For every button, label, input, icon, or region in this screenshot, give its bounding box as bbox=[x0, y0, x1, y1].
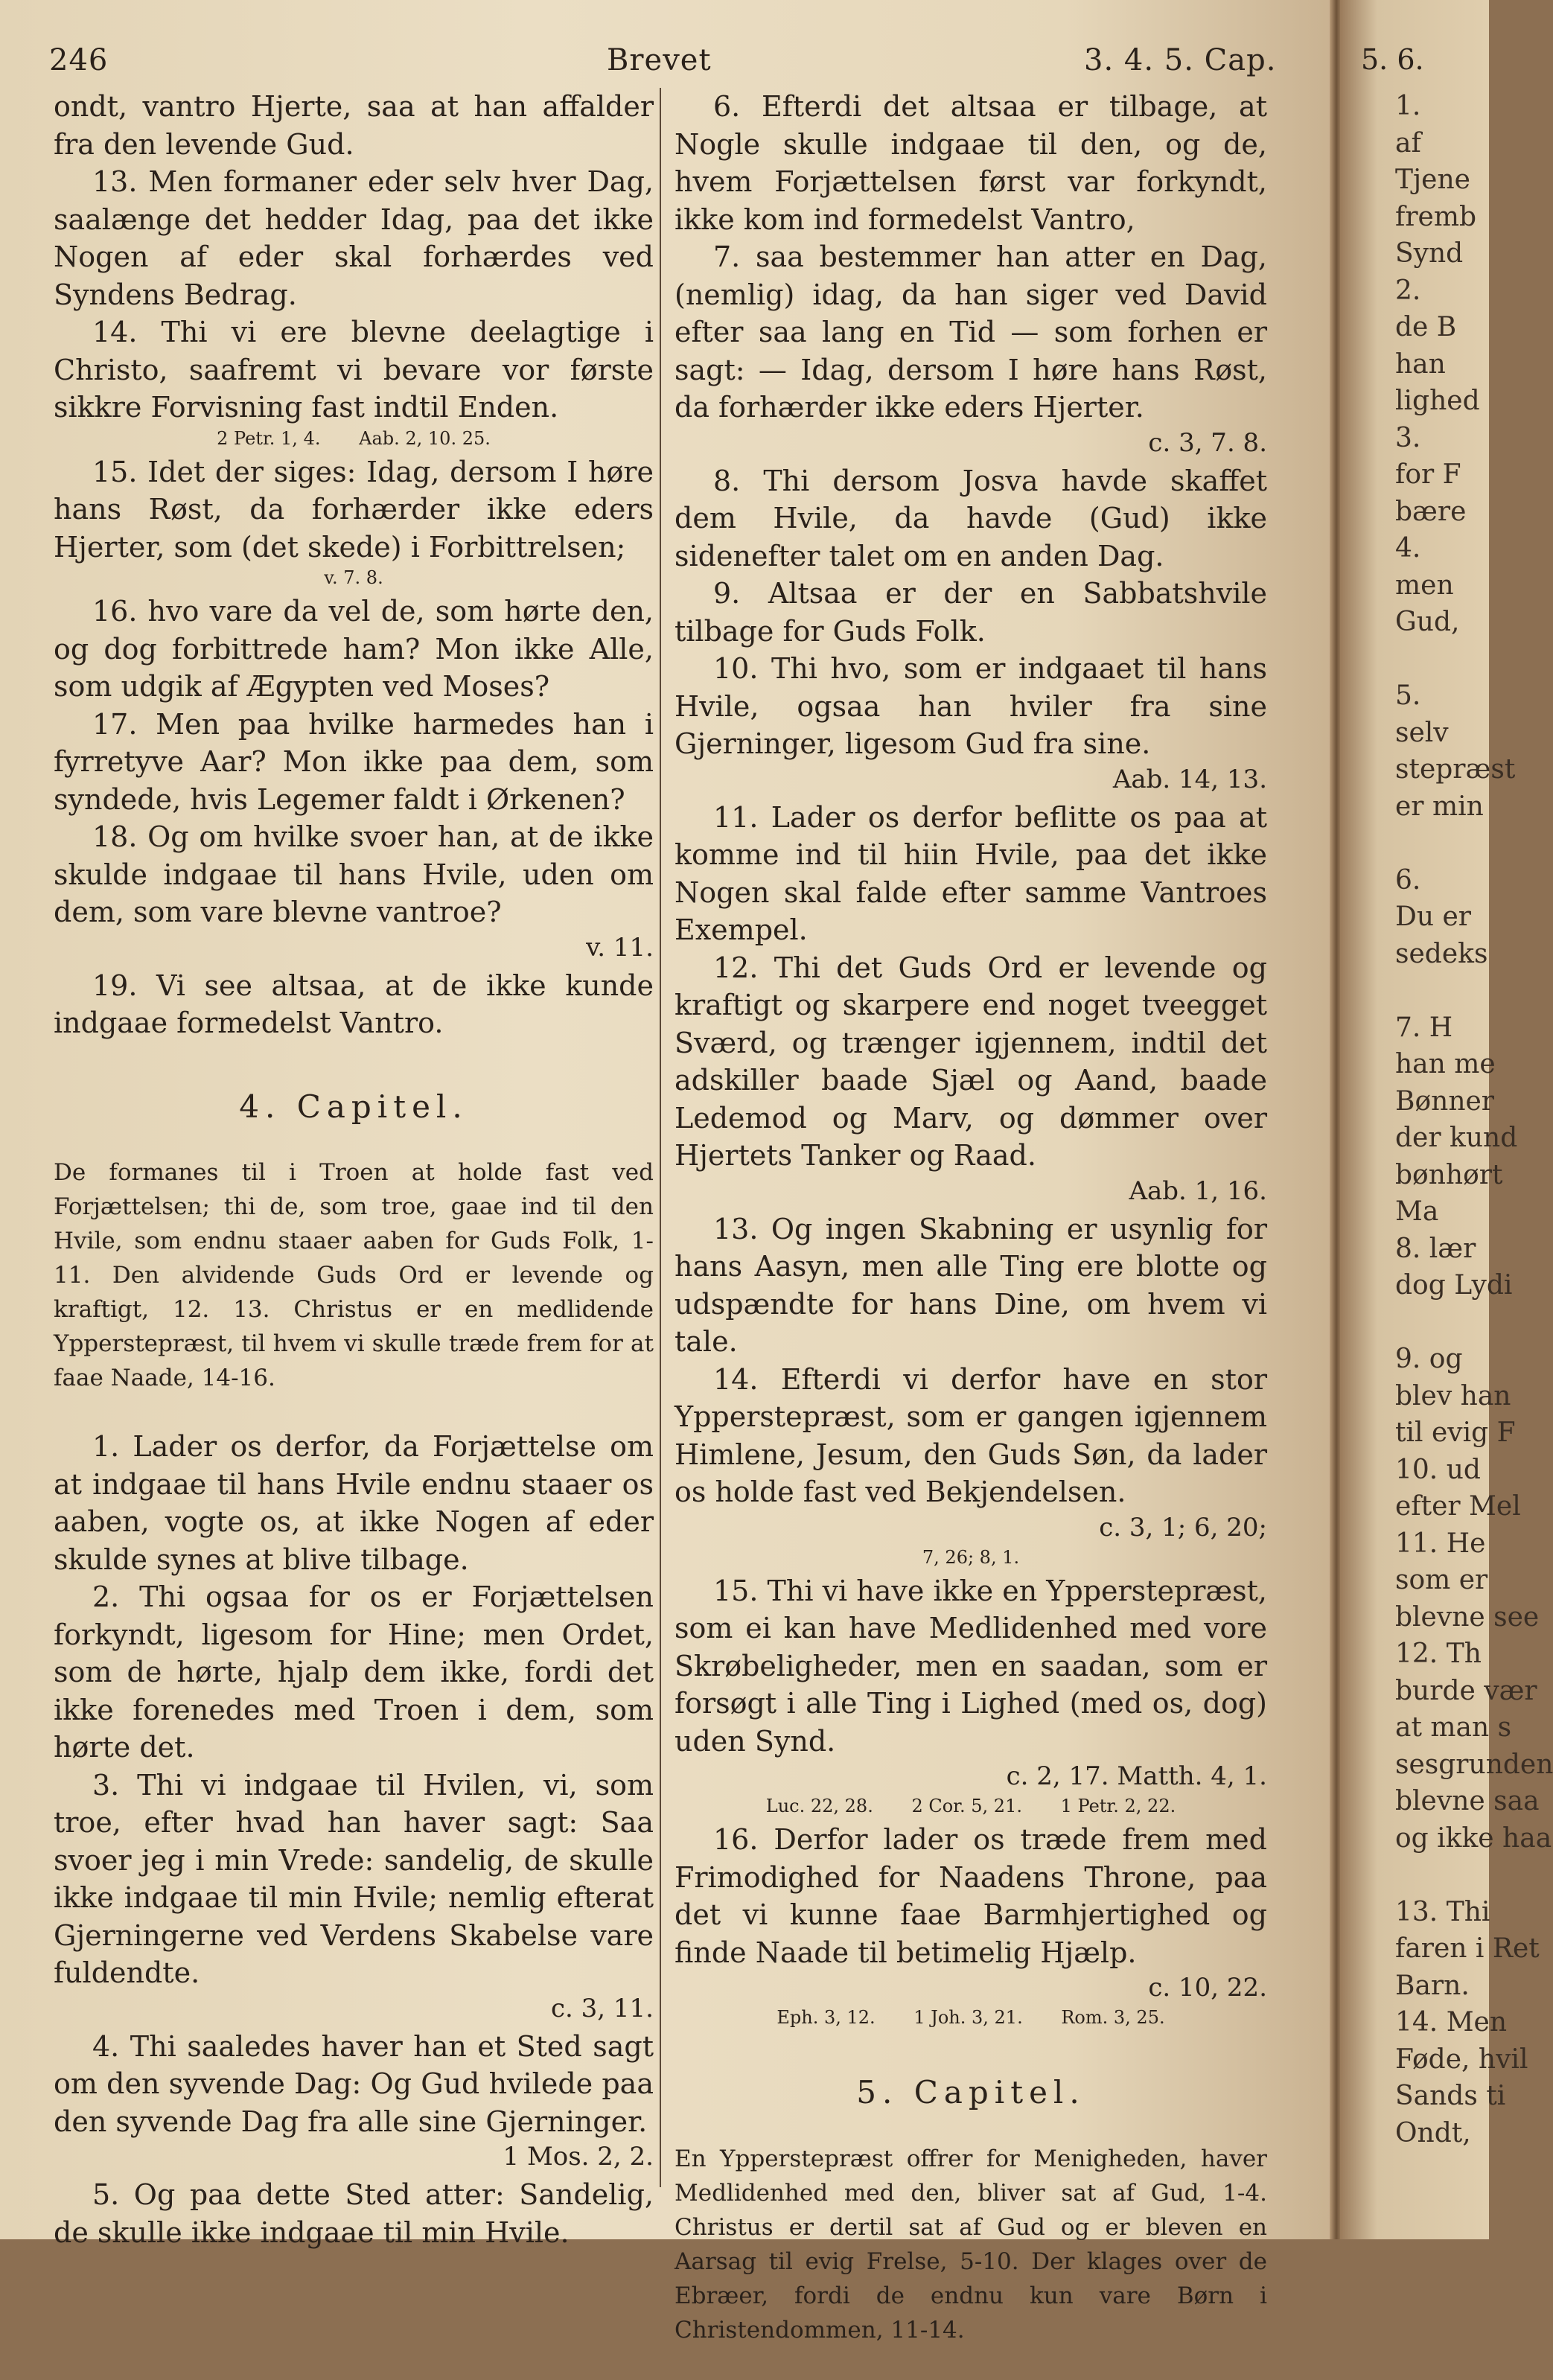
cross-reference: 1 Mos. 2, 2. bbox=[503, 2142, 654, 2172]
next-page-edge bbox=[1340, 0, 1553, 2239]
verse-4-15: 15. Thi vi have ikke en Ypperstepræst, som ei kan have Medlidenhed med vore Skrøbeligheder, men en saadan, som er forsøgt i alle Ting i Lighed (med os, dog) uden Synd. bbox=[675, 1574, 1267, 1758]
next-page-line: 1. bbox=[1395, 91, 1421, 121]
next-page-line bbox=[1340, 1857, 1489, 1894]
cross-reference: c. 3, 1; 6, 20; bbox=[1099, 1512, 1267, 1542]
cross-reference bbox=[54, 567, 654, 588]
next-page-line: 2. bbox=[1395, 275, 1421, 306]
verse-4-5: 5. Og paa dette Sted atter: Sandelig, de skulle ikke indgaae til min Hvile. bbox=[54, 2178, 654, 2249]
ref-luc: Luc. 22, 28. bbox=[765, 1796, 873, 1816]
next-page-line: Ondt, bbox=[1395, 2117, 1471, 2148]
verse-4-6: 6. Efterdi det altsaa er tilbage, at Nogle skulle indgaae til den, og de, hvem Forjættelsen først var forkyndt, ikke kom ind formedelst Vantro, bbox=[675, 90, 1267, 236]
next-page-line: de B bbox=[1395, 312, 1457, 342]
next-page-line: af bbox=[1395, 127, 1421, 159]
next-page-line: han me bbox=[1395, 1049, 1496, 1079]
verse-4-13: 13. Og ingen Skabning er usynlig for hans Aasyn, men alle Ting ere blotte og udspændte for hans Dine, om hvem vi tale. bbox=[675, 1212, 1267, 1358]
cross-reference bbox=[675, 1796, 1267, 1816]
next-page-line: dog Lydi bbox=[1395, 1270, 1513, 1301]
ref-1-petr: 1 Petr. 2, 22. bbox=[1060, 1796, 1176, 1816]
next-page-line: og ikke haa bbox=[1395, 1822, 1552, 1854]
verse-4-7: 7. saa bestemmer han atter en Dag, (nemlig) idag, da han siger ved David efter saa lang en Tid — som forhen er sagt: — Idag, dersom I høre hans Røst, da forhærder ikke eders Hjerter. bbox=[675, 240, 1267, 424]
next-page-line: burde vær bbox=[1395, 1675, 1537, 1706]
next-page-line: blevne saa bbox=[1395, 1786, 1540, 1816]
verse-4-10: 10. Thi hvo, som er indgaaet til hans Hvile, ogsaa han hviler fra sine Gjerninger, ligesom Gud fra sine. bbox=[675, 652, 1267, 760]
verse-4-1: 1. Lader os derfor, da Forjættelse om at indgaae til hans Hvile endnu staaer os aaben, vogte os, at ikke Nogen af eder skulde synes at blive tilbage. bbox=[54, 1430, 654, 1576]
cross-reference: Aab. 1, 16. bbox=[1129, 1175, 1267, 1206]
verse-3-16: 16. hvo vare da vel de, som hørte den, og dog forbittrede ham? Mon ikke Alle, som udgik af Ægypten ved Moses? bbox=[54, 595, 654, 703]
next-page-line: blev han bbox=[1395, 1380, 1511, 1411]
left-column bbox=[54, 88, 654, 2251]
next-page-line: 10. ud bbox=[1395, 1454, 1481, 1485]
cross-reference: c. 3, 7. 8. bbox=[1148, 427, 1267, 458]
next-page-line: faren i Ret bbox=[1395, 1933, 1540, 1964]
verse-4-3: 3. Thi vi indgaae til Hvilen, vi, som troe, efter hvad han haver sagt: Saa svoer jeg i min Vrede: sandelig, de skulle ikke indgaae til min Hvile; nemlig efterat Gjerningerne ved Verdens Skabelse vare fuldendte. bbox=[54, 1768, 654, 1989]
next-page-line: Sands ti bbox=[1395, 2081, 1506, 2111]
next-page-line: Barn. bbox=[1395, 1970, 1470, 2001]
next-page-line: 3. bbox=[1395, 422, 1421, 453]
next-page-line: efter Mel bbox=[1395, 1491, 1521, 1522]
next-page-header: 5. 6. bbox=[1361, 43, 1424, 76]
chapter-5-heading: 5. Capitel. bbox=[856, 2074, 1085, 2111]
next-page-fragments bbox=[1340, 88, 1553, 2151]
verse-4-16: 16. Derfor lader os træde frem med Frimodighed for Naadens Throne, paa det vi kunne faae Barmhjertighed og finde Naade til betimelig Hjælp. bbox=[675, 1823, 1267, 1969]
cross-reference bbox=[54, 428, 654, 449]
next-page-line: at man s bbox=[1395, 1712, 1512, 1743]
next-page-line: blevne see bbox=[1395, 1601, 1540, 1633]
cross-reference: c. 10, 22. bbox=[1148, 1973, 1267, 2003]
next-page-line: sedeks bbox=[1395, 938, 1488, 969]
next-page-line: han bbox=[1395, 348, 1446, 380]
cross-reference: c. 2, 17. Matth. 4, 1. bbox=[1006, 1761, 1267, 1791]
verse-4-12: 12. Thi det Guds Ord er levende og kraftigt og skarpere end noget tveegget Sværd, og trænger igjennem, indtil det adskiller baade Sjæl og Aand, baade Ledemod og Marv, og dømmer over Hjertets Tanker og Raad. bbox=[675, 951, 1267, 1172]
verse-3-17: 17. Men paa hvilke harmedes han i fyrretyve Aar? Mon ikke paa dem, som syndede, hvis Legemer faldt i Ørkenen? bbox=[54, 707, 654, 816]
next-page-line: fremb bbox=[1395, 201, 1477, 232]
next-page-line: Du er bbox=[1395, 902, 1472, 932]
cross-reference bbox=[675, 2007, 1267, 2028]
verse-3-15: 15. Idet der siges: Idag, dersom I høre hans Røst, da forhærder ikke eders Hjerter, som (det skede) i Forbittrelsen; bbox=[54, 455, 654, 564]
next-page-line: bønhørt bbox=[1395, 1159, 1503, 1190]
next-page-line: 6. bbox=[1395, 864, 1421, 896]
next-page-line: sesgrunden bbox=[1395, 1749, 1553, 1780]
chapter-range: 3. 4. 5. Cap. bbox=[1084, 43, 1277, 77]
next-page-line: 14. Men bbox=[1395, 2007, 1508, 2038]
next-page-line: Synd bbox=[1395, 238, 1464, 269]
cross-reference: 7, 26; 8, 1. bbox=[922, 1546, 1020, 1568]
next-page-line: 7. H bbox=[1395, 1012, 1453, 1043]
next-page-line: 5. bbox=[1395, 680, 1421, 711]
cross-reference: c. 3, 11. bbox=[551, 1993, 654, 2023]
ref-1-joh: 1 Joh. 3, 21. bbox=[913, 2007, 1023, 2028]
next-page-line bbox=[1340, 641, 1489, 678]
ref-2-petr: 2 Petr. 1, 4. bbox=[217, 427, 321, 449]
verse-4-2: 2. Thi ogsaa for os er Forjættelsen forkyndt, ligesom for Hine; men Ordet, som de hørte, hjalp dem ikke, fordi det ikke forenedes med Troen i dem, som hørte det. bbox=[54, 1580, 654, 1764]
next-page-line: bære bbox=[1395, 496, 1467, 527]
next-page-line: Tjene bbox=[1395, 165, 1470, 195]
next-page-line: selv bbox=[1395, 717, 1449, 748]
running-title: Brevet bbox=[607, 43, 712, 77]
verse-3-18: 18. Og om hvilke svoer han, at de ikke skulde indgaae til hans Hvile, uden om dem, som vare blevne vantroe? bbox=[54, 820, 654, 928]
next-page-line: 12. Th bbox=[1395, 1639, 1482, 1669]
next-page-line: lighed bbox=[1395, 386, 1480, 416]
cross-reference: v. 11. bbox=[586, 932, 654, 963]
next-page-line: der kund bbox=[1395, 1123, 1518, 1153]
ref-rom: Rom. 3, 25. bbox=[1061, 2007, 1165, 2028]
chapter-5-summary: En Ypperstepræst offrer for Menigheden, haver Medlidenhed med den, bliver sat af Gud, 1-4. Christus er dertil sat af Gud og er bleven en Aarsag til evig Frelse, 5-10. Der klages over de Ebræer, fordi de endnu kun vare Børn i Christendommen, 11-14. bbox=[675, 2145, 1267, 2344]
next-page-line: men bbox=[1395, 570, 1454, 601]
page-number: 246 bbox=[49, 43, 109, 77]
right-column bbox=[675, 88, 1267, 2380]
next-page-line: 4. bbox=[1395, 533, 1421, 564]
next-page-line: er min bbox=[1395, 791, 1484, 822]
next-page-line: til evig F bbox=[1395, 1417, 1516, 1448]
next-page-line: Gud, bbox=[1395, 607, 1460, 637]
verse-4-4: 4. Thi saaledes haver han et Sted sagt om den syvende Dag: Og Gud hvilede paa den syvende Dag fra alle sine Gjerninger. bbox=[54, 2029, 654, 2138]
chapter-4-summary: De formanes til i Troen at holde fast ved Forjættelsen; thi de, som troe, gaae ind til den Hvile, som endnu staaer aaben for Guds Folk, 1-11. Den alvidende Guds Ord er levende og kraftigt, 12. 13. Christus er en medlidende Ypperstepræst, til hvem vi skulle træde frem for at faae Naade, 14-16. bbox=[54, 1159, 654, 1391]
next-page-line bbox=[1340, 972, 1489, 1009]
next-page-line: 13. Thi bbox=[1395, 1896, 1490, 1927]
ref-2-cor: 2 Cor. 5, 21. bbox=[911, 1796, 1022, 1816]
cross-reference: Aab. 14, 13. bbox=[1112, 764, 1267, 794]
next-page-line: 8. lær bbox=[1395, 1233, 1476, 1264]
chapter-4-heading: 4. Capitel. bbox=[239, 1088, 468, 1125]
next-page-line: Ma bbox=[1395, 1196, 1439, 1227]
verse-4-11: 11. Lader os derfor beflitte os paa at komme ind til hiin Hvile, paa det ikke Nogen skal falde efter samme Vantroes Exempel. bbox=[675, 800, 1267, 946]
next-page-line: 11. He bbox=[1395, 1528, 1486, 1559]
verse-continuation: ondt, vantro Hjerte, saa at han affalder fra den levende Gud. bbox=[54, 90, 654, 161]
next-page-line: stepræst bbox=[1395, 754, 1516, 785]
next-page-line: Føde, hvil bbox=[1395, 2044, 1528, 2075]
verse-3-19: 19. Vi see altsaa, at de ikke kunde indgaae formedelst Vantro. bbox=[54, 969, 654, 1039]
verse-4-14: 14. Efterdi vi derfor have en stor Ypperstepræst, som er gangen igjennem Himlene, Jesum, den Guds Søn, da lader os holde fast ved Bekjendelsen. bbox=[675, 1362, 1267, 1508]
ref-aab: Aab. 2, 10. 25. bbox=[359, 427, 491, 449]
verse-3-14: 14. Thi vi ere blevne deelagtige i Christo, saafremt vi bevare vor første sikkre Forvisning fast indtil Enden. bbox=[54, 316, 654, 424]
next-page-line: som er bbox=[1395, 1565, 1488, 1595]
next-page-line: for F bbox=[1395, 459, 1461, 490]
next-page-line: 9. og bbox=[1395, 1344, 1463, 1374]
ref-v78: v. 7. 8. bbox=[324, 567, 383, 588]
column-divider bbox=[660, 88, 661, 2187]
verse-3-13: 13. Men formaner eder selv hver Dag, saalænge det hedder Idag, paa det ikke Nogen af eder skal forhærdes ved Syndens Bedrag. bbox=[54, 165, 654, 311]
ref-eph: Eph. 3, 12. bbox=[776, 2007, 876, 2028]
next-page-line bbox=[1340, 1304, 1489, 1341]
next-page-line bbox=[1340, 825, 1489, 862]
verse-4-9: 9. Altsaa er der en Sabbatshvile tilbage for Guds Folk. bbox=[675, 577, 1267, 648]
next-page-line: Bønner bbox=[1395, 1085, 1495, 1117]
verse-4-8: 8. Thi dersom Josva havde skaffet dem Hvile, da havde (Gud) ikke sidenefter talet om en anden Dag. bbox=[675, 464, 1267, 572]
